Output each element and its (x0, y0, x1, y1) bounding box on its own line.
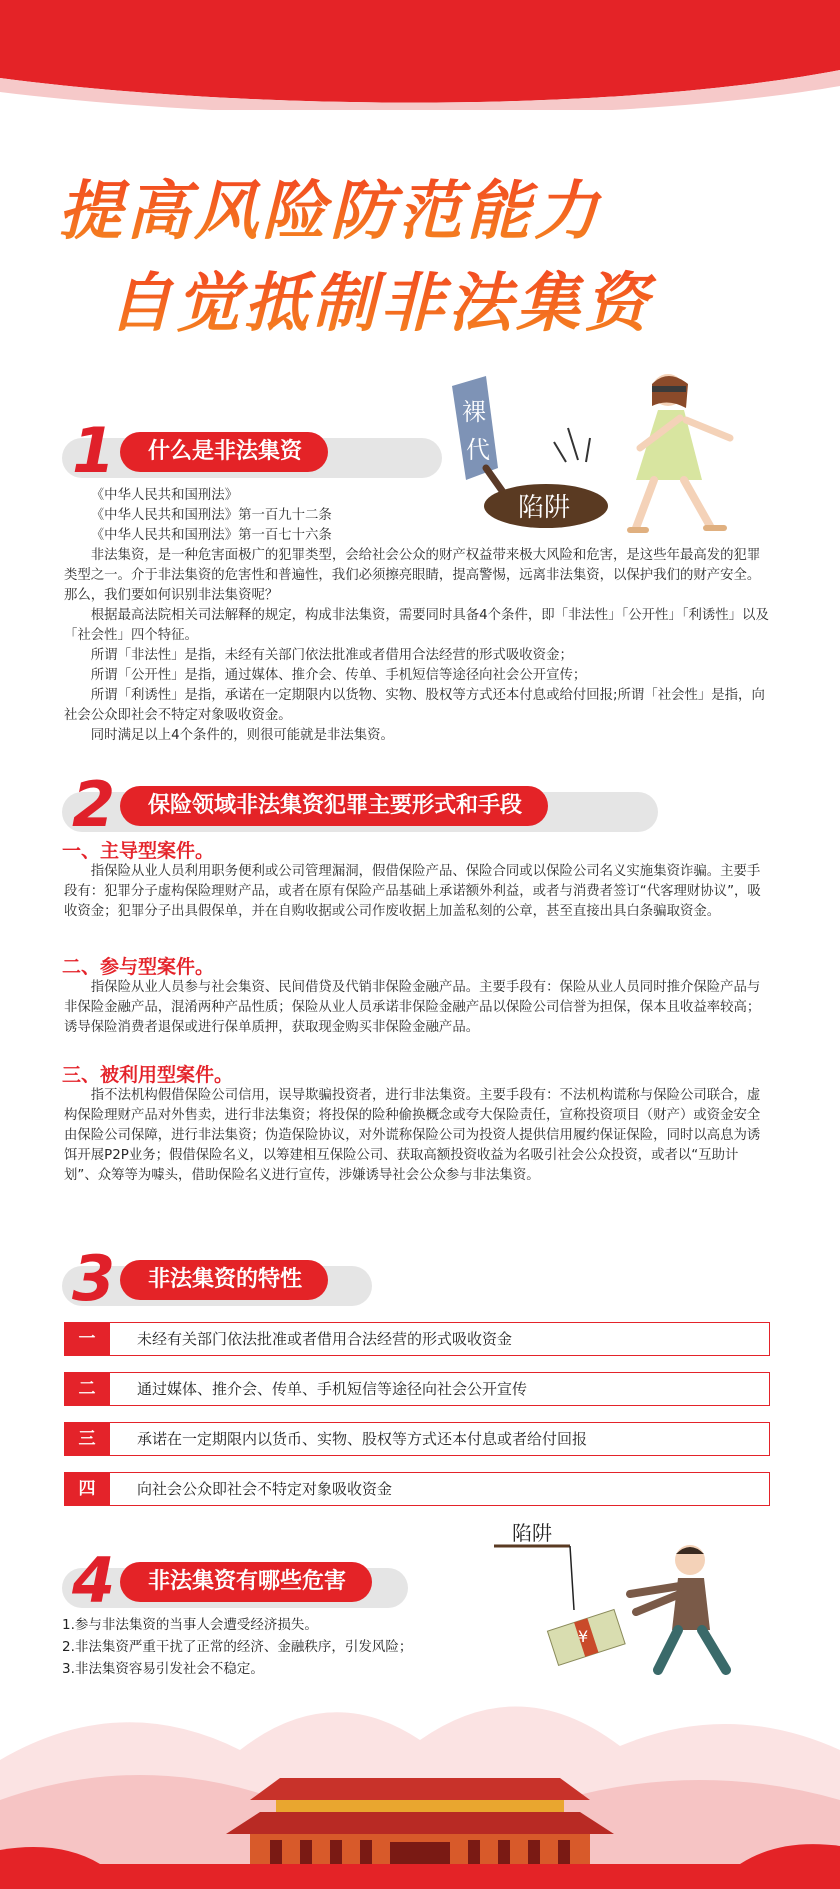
harm-item: 1.参与非法集资的当事人会遭受经济损失。 (62, 1617, 318, 1633)
section-number: 2 (72, 768, 116, 841)
harm-item: 3.非法集资容易引发社会不稳定。 (62, 1661, 264, 1677)
body-paragraph: 所谓「非法性」是指，未经有关部门依法批准或者借用合法经营的形式吸收资金； (90, 648, 573, 663)
top-red-band (0, 0, 840, 110)
feature-number: 二 (64, 1372, 110, 1406)
feature-item (64, 1472, 770, 1506)
case-text (64, 1086, 770, 1186)
case-paragraph: 指不法机构假借保险公司信用，误导欺骗投资者，进行非法集资。主要手段有：不法机构谎称与保险公司联合，虚构保险理财产品对外售卖，进行非法集资；将投保的险种偷换概念或夸大保险责任，宣称投资项目（财产）或资金安全由保险公司保障，进行非法集资；伪造保险协议，对外谎称保险公司为投资人提供信用履约保证保险，同时以高息为诱饵开展P2P业务；假借保险名义，以筹建相互保险公司、获取高额投资收益为名吸引社会公众投资，或者以“互助计划”、众筹等为噱头，借助保险名义进行宣传，涉嫌诱导社会公众参与非法集资。 (64, 1088, 761, 1183)
palace-footer-illustration (0, 1650, 840, 1889)
feature-number: 四 (64, 1472, 110, 1506)
feature-text: 通过媒体、推介会、传单、手机短信等途径向社会公开宣传 (137, 1380, 528, 1398)
feature-item (64, 1372, 770, 1406)
title-line-2: 自觉抵制非法集资 (0, 252, 840, 344)
feature-number: 一 (64, 1322, 110, 1356)
bait-sign-text: 陷阱 (512, 1521, 552, 1545)
case-title: 三、被利用型案件。 (62, 1064, 234, 1086)
section-number: 3 (72, 1242, 116, 1315)
section-title: 什么是非法集资 (120, 432, 328, 472)
palace-building (226, 1778, 614, 1864)
banner-text-2: 代 (466, 436, 490, 464)
feature-number: 三 (64, 1422, 110, 1456)
money-symbol: ¥ (578, 1627, 589, 1646)
section-title: 保险领域非法集资犯罪主要形式和手段 (120, 786, 548, 826)
body-paragraph: 所谓「利诱性」是指，承诺在一定期限内以货物、实物、股权等方式还本付息或给付回报;所谓「社会性」是指，向社会公众即社会不特定对象吸收资金。 (64, 688, 765, 723)
section-title: 非法集资有哪些危害 (120, 1562, 372, 1602)
feature-text: 向社会公众即社会不特定对象吸收资金 (137, 1480, 393, 1498)
law-reference: 《中华人民共和国刑法》第一百九十二条 (90, 508, 332, 523)
feature-text: 未经有关部门依法批准或者借用合法经营的形式吸收资金 (137, 1330, 513, 1348)
body-paragraph: 根据最高法院相关司法解释的规定，构成非法集资，需要同时具备4个条件，即「非法性」「公开性」「利诱性」以及「社会性」四个特征。 (64, 608, 769, 643)
case-paragraph: 指保险从业人员利用职务便利或公司管理漏洞，假借保险产品、保险合同或以保险公司名义实施集资诈骗。主要手段有：犯罪分子虚构保险理财产品，或者在原有保险产品基础上承诺额外利益，或者与消费者签订“代客理财协议”，吸收资金；犯罪分子出具假保单，并在自购收据或公司作废收据上加盖私刻的公章，甚至直接出具白条骗取资金。 (64, 864, 761, 919)
body-paragraph: 非法集资，是一种危害面极广的犯罪类型，会给社会公众的财产权益带来极大风险和危害，是这些年最高发的犯罪类型之一。介于非法集资的危害性和普遍性，我们必须擦亮眼睛，提高警惕，远离非法集资，以保护我们的财产安全。那么，我们要如何识别非法集资呢？ (64, 548, 761, 603)
section-title: 非法集资的特性 (120, 1260, 328, 1300)
body-paragraph: 同时满足以上4个条件的，则很可能就是非法集资。 (90, 728, 394, 743)
hook-line (570, 1546, 574, 1610)
title-line-1: 提高风险防范能力 (0, 160, 840, 252)
case-text (64, 862, 770, 922)
banner-text-1: 裸 (462, 398, 486, 426)
law-reference: 《中华人民共和国刑法》 (90, 488, 239, 503)
feature-item (64, 1322, 770, 1356)
motion-lines (554, 428, 590, 462)
case-paragraph: 指保险从业人员参与社会集资、民间借贷及代销非保险金融产品。主要手段有：保险从业人员同时推介保险产品与非保险金融产品，混淆两种产品性质；保险从业人员承诺非保险金融产品以保险公司信誉为担保，保本且收益率较高；诱导保险消费者退保或进行保单质押，获取现金购买非保险金融产品。 (64, 980, 761, 1035)
section-number: 4 (72, 1544, 116, 1617)
body-paragraph: 所谓「公开性」是指，通过媒体、推介会、传单、手机短信等途径向社会公开宣传； (90, 668, 587, 683)
case-title: 二、参与型案件。 (62, 956, 215, 978)
law-reference: 《中华人民共和国刑法》第一百七十六条 (90, 528, 332, 543)
trap-text: 陷阱 (518, 493, 571, 523)
feature-item (64, 1422, 770, 1456)
section-1-body (64, 486, 770, 746)
case-text (64, 978, 770, 1038)
case-title: 一、主导型案件。 (62, 840, 215, 862)
section-number: 1 (72, 414, 116, 487)
feature-text: 承诺在一定期限内以货币、实物、股权等方式还本付息或者给付回报 (137, 1430, 588, 1448)
harm-item: 2.非法集资严重干扰了正常的经济、金融秩序，引发风险； (62, 1639, 413, 1655)
